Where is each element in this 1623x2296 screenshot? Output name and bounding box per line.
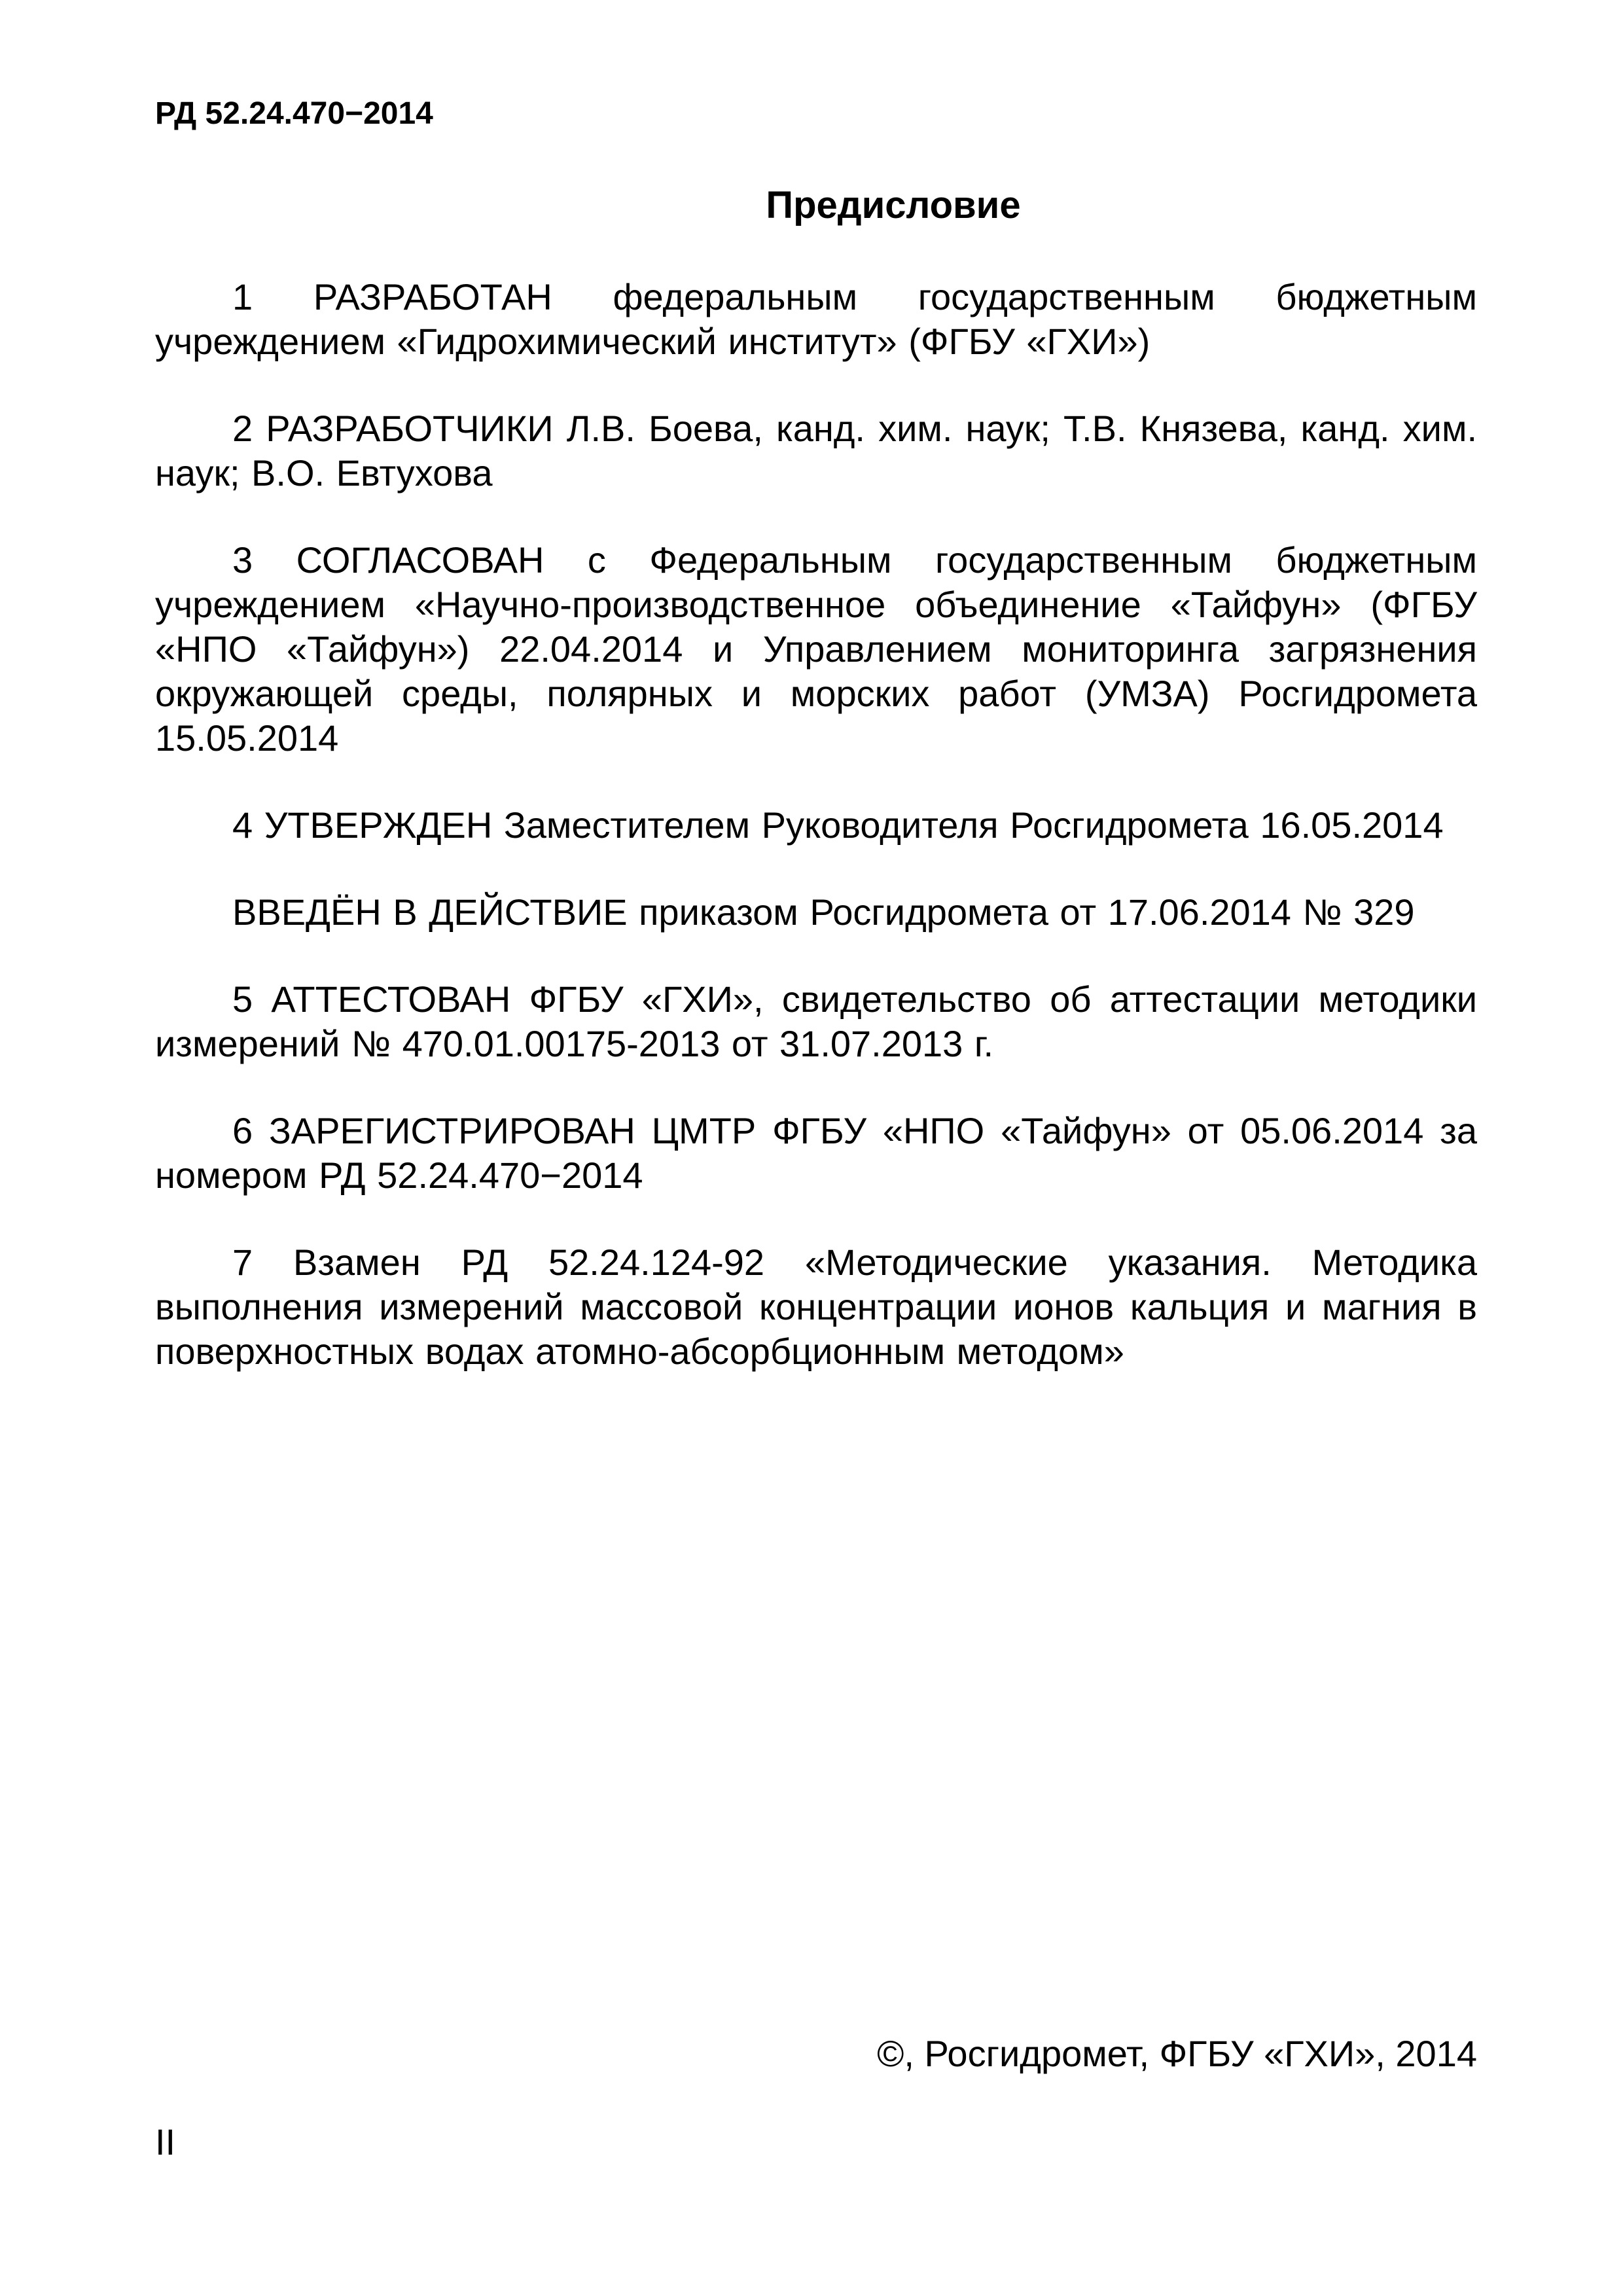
preface-item-replaces: 7 Взамен РД 52.24.124-92 «Методические указания. Методика выполнения измерений массовой концентрации ионов кальция и магния в поверхностных водах атомно-абсорбционным методом» (155, 1242, 1477, 1372)
preface-item-developers: 2 РАЗРАБОТЧИКИ Л.В. Боева, канд. хим. наук; Т.В. Князева, канд. хим. наук; В.О. Евтухова (155, 408, 1477, 493)
preface-item-certified: 5 АТТЕСТОВАН ФГБУ «ГХИ», свидетельство об аттестации методики измерений № 470.01.00175-2013 от 31.07.2013 г. (155, 978, 1477, 1064)
copyright-notice: ©, Росгидромет, ФГБУ «ГХИ», 2014 (877, 2033, 1477, 2074)
preface-item-registered: 6 ЗАРЕГИСТРИРОВАН ЦМТР ФГБУ «НПО «Тайфун» от 05.06.2014 за номером РД 52.24.470−2014 (155, 1110, 1477, 1196)
document-code: РД 52.24.470−2014 (155, 96, 433, 131)
preface-item-enacted: ВВЕДЁН В ДЕЙСТВИЕ приказом Росгидромета от 17.06.2014 № 329 (232, 891, 1415, 933)
page-title: Предисловие (766, 184, 1021, 226)
preface-item-agreed: 3 СОГЛАСОВАН с Федеральным государственным бюджетным учреждением «Научно-производственное объединение «Тайфун» (ФГБУ «НПО «Тайфун») 22.04.2014 и Управлением мониторинга загрязнения окружающей среды, полярных и морских работ (УМЗА) Росгидромета 15.05.2014 (155, 539, 1477, 759)
preface-item-developed: 1 РАЗРАБОТАН федеральным государственным бюджетным учреждением «Гидрохимический институт» (ФГБУ «ГХИ») (155, 276, 1477, 362)
preface-item-approved: 4 УТВЕРЖДЕН Заместителем Руководителя Росгидромета 16.05.2014 (232, 804, 1444, 846)
preface-body (155, 275, 1477, 1416)
page-number: II (155, 2121, 176, 2162)
